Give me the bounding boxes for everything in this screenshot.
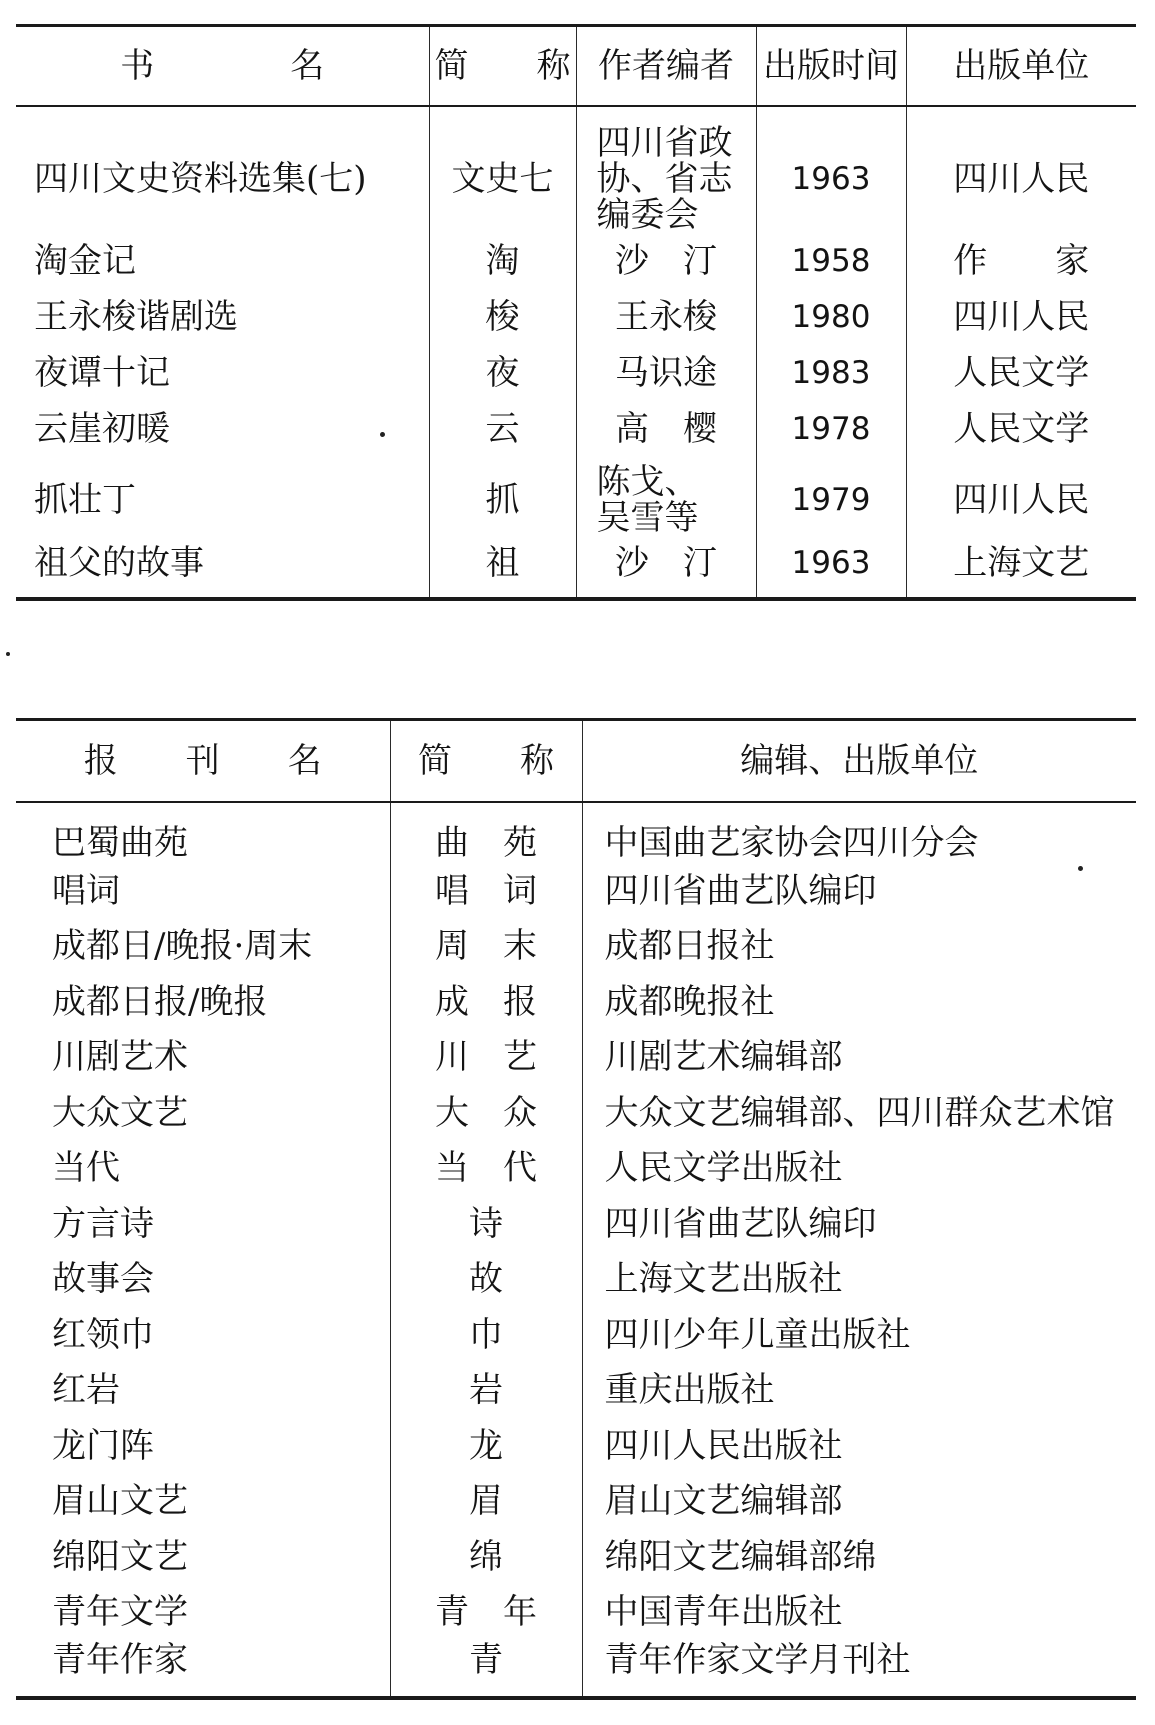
header-periodical-name: 报 刊 名	[16, 720, 390, 803]
header-title: 书 名	[16, 26, 429, 107]
periodical-name: 巴蜀曲苑	[52, 823, 188, 863]
table-row	[16, 233, 1136, 289]
periodical-abbr: 唱 词	[390, 863, 582, 919]
periodicals-body	[16, 802, 1136, 1698]
book-year: 1980	[756, 289, 906, 345]
periodical-abbr: 周 末	[390, 919, 582, 975]
table-row	[16, 1363, 1136, 1419]
periodical-publisher: 眉山文艺编辑部	[582, 1474, 1136, 1530]
book-publisher: 四川人民	[906, 289, 1136, 345]
print-speck	[6, 652, 10, 656]
periodical-abbr: 绵	[390, 1529, 582, 1585]
table-row	[16, 289, 1136, 345]
book-title: 夜谭十记	[34, 353, 170, 393]
table-row	[16, 802, 1136, 863]
periodical-publisher: 四川省曲艺队编印	[582, 863, 1136, 919]
book-title: 抓壮丁	[34, 480, 136, 520]
table-row	[16, 1307, 1136, 1363]
periodical-publisher: 成都日报社	[582, 919, 1136, 975]
periodical-publisher: 人民文学出版社	[582, 1141, 1136, 1197]
table-row	[16, 1085, 1136, 1141]
periodical-abbr: 诗	[390, 1196, 582, 1252]
periodical-abbr: 青	[390, 1640, 582, 1698]
book-year: 1978	[756, 401, 906, 457]
table-row	[16, 401, 1136, 457]
periodical-name: 当代	[52, 1148, 120, 1189]
print-speck	[380, 432, 385, 437]
book-title: 淘金记	[34, 241, 136, 281]
book-publisher: 作 家	[906, 233, 1136, 289]
periodical-publisher: 中国曲艺家协会四川分会	[582, 802, 1136, 863]
header-abbr: 简 称	[429, 26, 576, 107]
periodical-name: 青年作家	[52, 1640, 188, 1680]
header-publisher: 出版单位	[906, 26, 1136, 107]
book-title: 王永梭谐剧选	[34, 297, 238, 337]
periodical-publisher: 四川省曲艺队编印	[582, 1196, 1136, 1252]
periodical-name: 方言诗	[52, 1203, 154, 1244]
book-title: 云崖初暖	[34, 409, 170, 449]
book-publisher: 四川人民	[906, 106, 1136, 233]
table-row	[16, 345, 1136, 401]
book-year: 1958	[756, 233, 906, 289]
periodical-abbr: 眉	[390, 1474, 582, 1530]
periodical-publisher: 四川人民出版社	[582, 1418, 1136, 1474]
periodical-publisher: 大众文艺编辑部、四川群众艺术馆	[582, 1085, 1136, 1141]
book-publisher: 人民文学	[906, 401, 1136, 457]
books-header-row	[16, 26, 1136, 107]
periodical-name: 大众文艺	[52, 1092, 188, 1133]
header-periodical-abbr: 简 称	[390, 720, 582, 803]
book-author: 陈戈、 吴雪等	[576, 457, 756, 543]
table-row	[16, 1585, 1136, 1641]
table-row	[16, 1640, 1136, 1698]
book-abbr: 夜	[429, 345, 576, 401]
book-author: 王永梭	[576, 289, 756, 345]
periodical-abbr: 巾	[390, 1307, 582, 1363]
book-year: 1963	[756, 543, 906, 599]
periodical-name: 龙门阵	[52, 1425, 154, 1466]
book-publisher: 上海文艺	[906, 543, 1136, 599]
table-row	[16, 1529, 1136, 1585]
book-author: 沙 汀	[576, 233, 756, 289]
periodical-name: 故事会	[52, 1259, 154, 1300]
periodical-publisher: 中国青年出版社	[582, 1585, 1136, 1641]
periodical-publisher: 上海文艺出版社	[582, 1252, 1136, 1308]
books-table	[16, 24, 1136, 601]
periodical-name: 成都日报/晚报	[52, 981, 268, 1022]
periodical-publisher: 成都晚报社	[582, 974, 1136, 1030]
book-author: 高 樱	[576, 401, 756, 457]
book-abbr: 淘	[429, 233, 576, 289]
book-abbr: 云	[429, 401, 576, 457]
table-row	[16, 919, 1136, 975]
periodicals-header-row	[16, 720, 1136, 803]
periodical-name: 红岩	[52, 1370, 120, 1411]
periodical-publisher: 重庆出版社	[582, 1363, 1136, 1419]
table-row	[16, 863, 1136, 919]
table-row	[16, 1252, 1136, 1308]
table-row	[16, 106, 1136, 233]
periodical-publisher: 川剧艺术编辑部	[582, 1030, 1136, 1086]
book-publisher: 人民文学	[906, 345, 1136, 401]
book-abbr: 梭	[429, 289, 576, 345]
table-row	[16, 974, 1136, 1030]
book-author: 沙 汀	[576, 543, 756, 599]
table-row	[16, 1196, 1136, 1252]
periodical-abbr: 成 报	[390, 974, 582, 1030]
header-periodical-publisher: 编辑、出版单位	[582, 720, 1136, 803]
table-row	[16, 1418, 1136, 1474]
book-title: 四川文史资料选集(七)	[34, 159, 367, 199]
periodical-abbr: 龙	[390, 1418, 582, 1474]
table-row	[16, 1141, 1136, 1197]
table-row	[16, 1030, 1136, 1086]
periodical-publisher: 青年作家文学月刊社	[582, 1640, 1136, 1698]
periodical-name: 唱词	[52, 870, 120, 911]
print-speck	[1078, 866, 1083, 871]
book-year: 1963	[756, 106, 906, 233]
book-author: 四川省政 协、省志 编委会	[576, 106, 756, 233]
periodical-abbr: 青 年	[390, 1585, 582, 1641]
periodicals-table	[16, 718, 1136, 1700]
periodical-name: 成都日/晚报·周末	[52, 926, 313, 967]
book-abbr: 文史七	[429, 106, 576, 233]
periodical-name: 青年文学	[52, 1592, 188, 1633]
periodical-abbr: 岩	[390, 1363, 582, 1419]
periodical-abbr: 曲 苑	[390, 802, 582, 863]
book-year: 1979	[756, 457, 906, 543]
periodical-abbr: 大 众	[390, 1085, 582, 1141]
header-year: 出版时间	[756, 26, 906, 107]
periodical-name: 川剧艺术	[52, 1037, 188, 1078]
book-author: 马识途	[576, 345, 756, 401]
table-row	[16, 457, 1136, 543]
periodical-name: 绵阳文艺	[52, 1536, 188, 1577]
table-row	[16, 1474, 1136, 1530]
periodical-publisher: 四川少年儿童出版社	[582, 1307, 1136, 1363]
periodical-abbr: 当 代	[390, 1141, 582, 1197]
periodical-publisher: 绵阳文艺编辑部绵	[582, 1529, 1136, 1585]
periodical-abbr: 故	[390, 1252, 582, 1308]
book-abbr: 祖	[429, 543, 576, 599]
book-title: 祖父的故事	[34, 543, 204, 583]
periodical-name: 眉山文艺	[52, 1481, 188, 1522]
book-publisher: 四川人民	[906, 457, 1136, 543]
periodical-name: 红领巾	[52, 1314, 154, 1355]
table-row	[16, 543, 1136, 599]
header-author: 作者编者	[576, 26, 756, 107]
periodical-abbr: 川 艺	[390, 1030, 582, 1086]
book-abbr: 抓	[429, 457, 576, 543]
book-year: 1983	[756, 345, 906, 401]
